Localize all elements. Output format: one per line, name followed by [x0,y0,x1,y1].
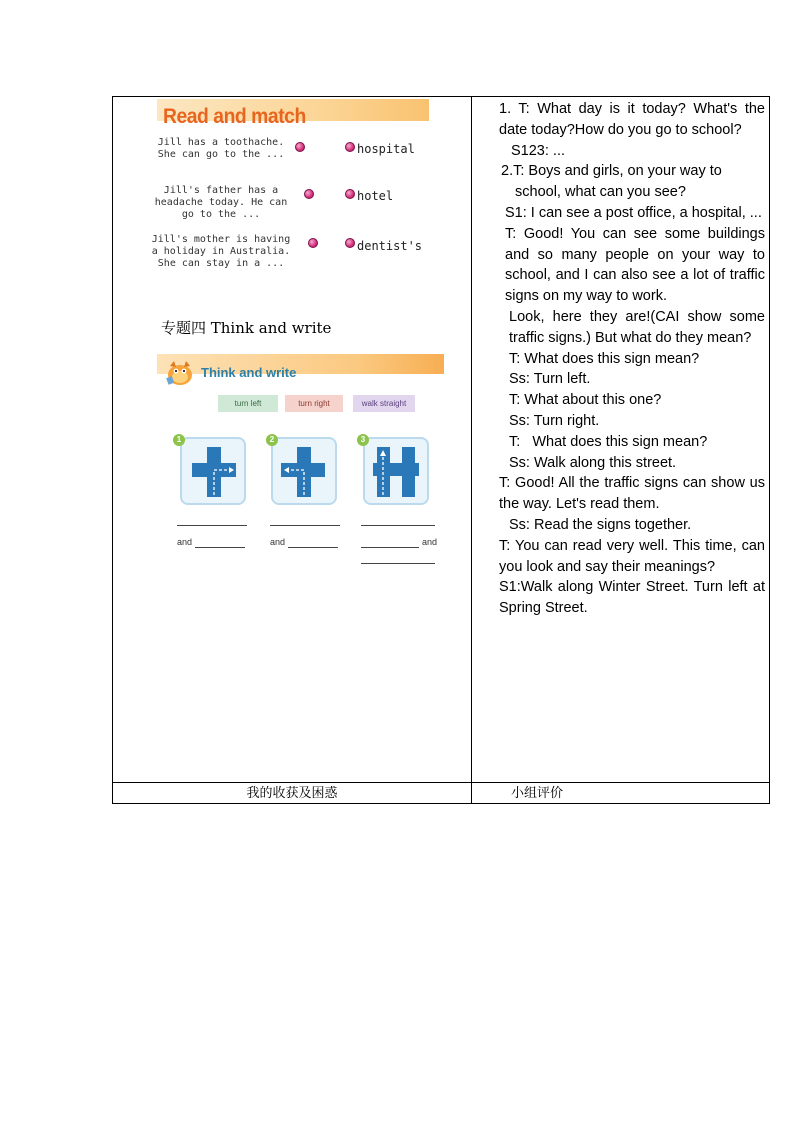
read-and-match-banner [157,99,429,131]
think-and-write-title: Think and write [201,365,297,380]
dialogue-line: S1: I can see a post office, a hospital, ... [505,204,762,221]
and-label: and [422,537,438,547]
match-dot-right-2[interactable] [345,189,355,199]
walk-straight-sign-icon [363,437,429,505]
dialogue-line: 2.T: Boys and girls, on your way to [501,163,722,180]
answer-blank[interactable] [361,547,419,548]
answer-blank[interactable] [361,525,435,526]
column-divider [471,97,472,803]
dialogue-line: T: What does this sign mean? [509,350,700,367]
footer-group-evaluation: 小组评价 [511,785,564,800]
dialogue-line: school, what can you see? [515,184,686,201]
turn-right-sign-icon [180,437,246,505]
sign-number-1: 1 [173,434,185,446]
match-sentence-1: Jill has a toothache. She can go to the ... [157,137,285,160]
dialogue-line: 1. T: What day is it today? What's the date today?How do you go to school? [499,101,765,138]
match-dot-right-1[interactable] [345,142,355,152]
dialogue-line: Look, here they are!(CAI show some traffic signs.) But what do they mean? [509,308,765,346]
dialogue-line: Ss: Turn left. [509,371,591,388]
turn-left-sign-icon [271,437,337,505]
sign-number-2: 2 [266,434,278,446]
match-sentence-2: Jill's father has a headache today. He can go to the ... [154,185,288,220]
dialogue-line: Ss: Walk along this street. [509,454,677,471]
tag-walk-straight: walk straight [353,395,415,412]
dialogue-line: T: Good! All the traffic signs can show us the way. Let's read them. [499,475,765,513]
dialogue-line: T: You can read very well. This time, can you look and say their meanings? [499,537,765,575]
and-label: and [270,537,286,547]
dialogue-line: T: What about this one? [509,392,662,409]
answer-blank[interactable] [361,563,435,564]
match-dot-left-3[interactable] [308,238,318,248]
answer-blank[interactable] [177,525,247,526]
answer-blank[interactable] [195,547,245,548]
match-sentence-3: Jill's mother is having a holiday in Australia. She can stay in a ... [151,234,291,269]
match-word-dentists: dentist's [357,239,423,253]
topic-heading: 专题四 Think and write [161,319,332,337]
lesson-table [112,96,770,804]
match-word-hotel: hotel [357,189,394,203]
dialogue-line: S1:Walk along Winter Street. Turn left at Spring Street. [499,579,765,617]
footer-divider [113,782,769,783]
mascot-icon [165,357,195,387]
lesson-dialogue [499,99,765,619]
sign-number-3: 3 [357,434,369,446]
match-dot-left-1[interactable] [295,142,305,152]
match-word-hospital: hospital [357,142,415,156]
dialogue-line: T: Good! You can see some buildings and so many people on your way to school, and I can also see a lot of traffic signs on my way to work. [505,225,765,305]
and-label: and [177,537,193,547]
tag-turn-left: turn left [218,395,278,412]
think-and-write-banner [157,351,444,391]
match-dot-right-3[interactable] [345,238,355,248]
dialogue-line: Ss: Read the signs together. [509,516,692,533]
tag-turn-right: turn right [285,395,343,412]
footer-gains-and-doubts: 我的收获及困惑 [246,785,338,800]
dialogue-line: T: What does this sign mean? [509,433,708,450]
answer-blank[interactable] [288,547,338,548]
read-and-match-title: Read and match [163,105,306,128]
match-dot-left-2[interactable] [304,189,314,199]
dialogue-line: S123: ... [511,142,566,159]
answer-blank[interactable] [270,525,340,526]
dialogue-line: Ss: Turn right. [509,412,600,429]
